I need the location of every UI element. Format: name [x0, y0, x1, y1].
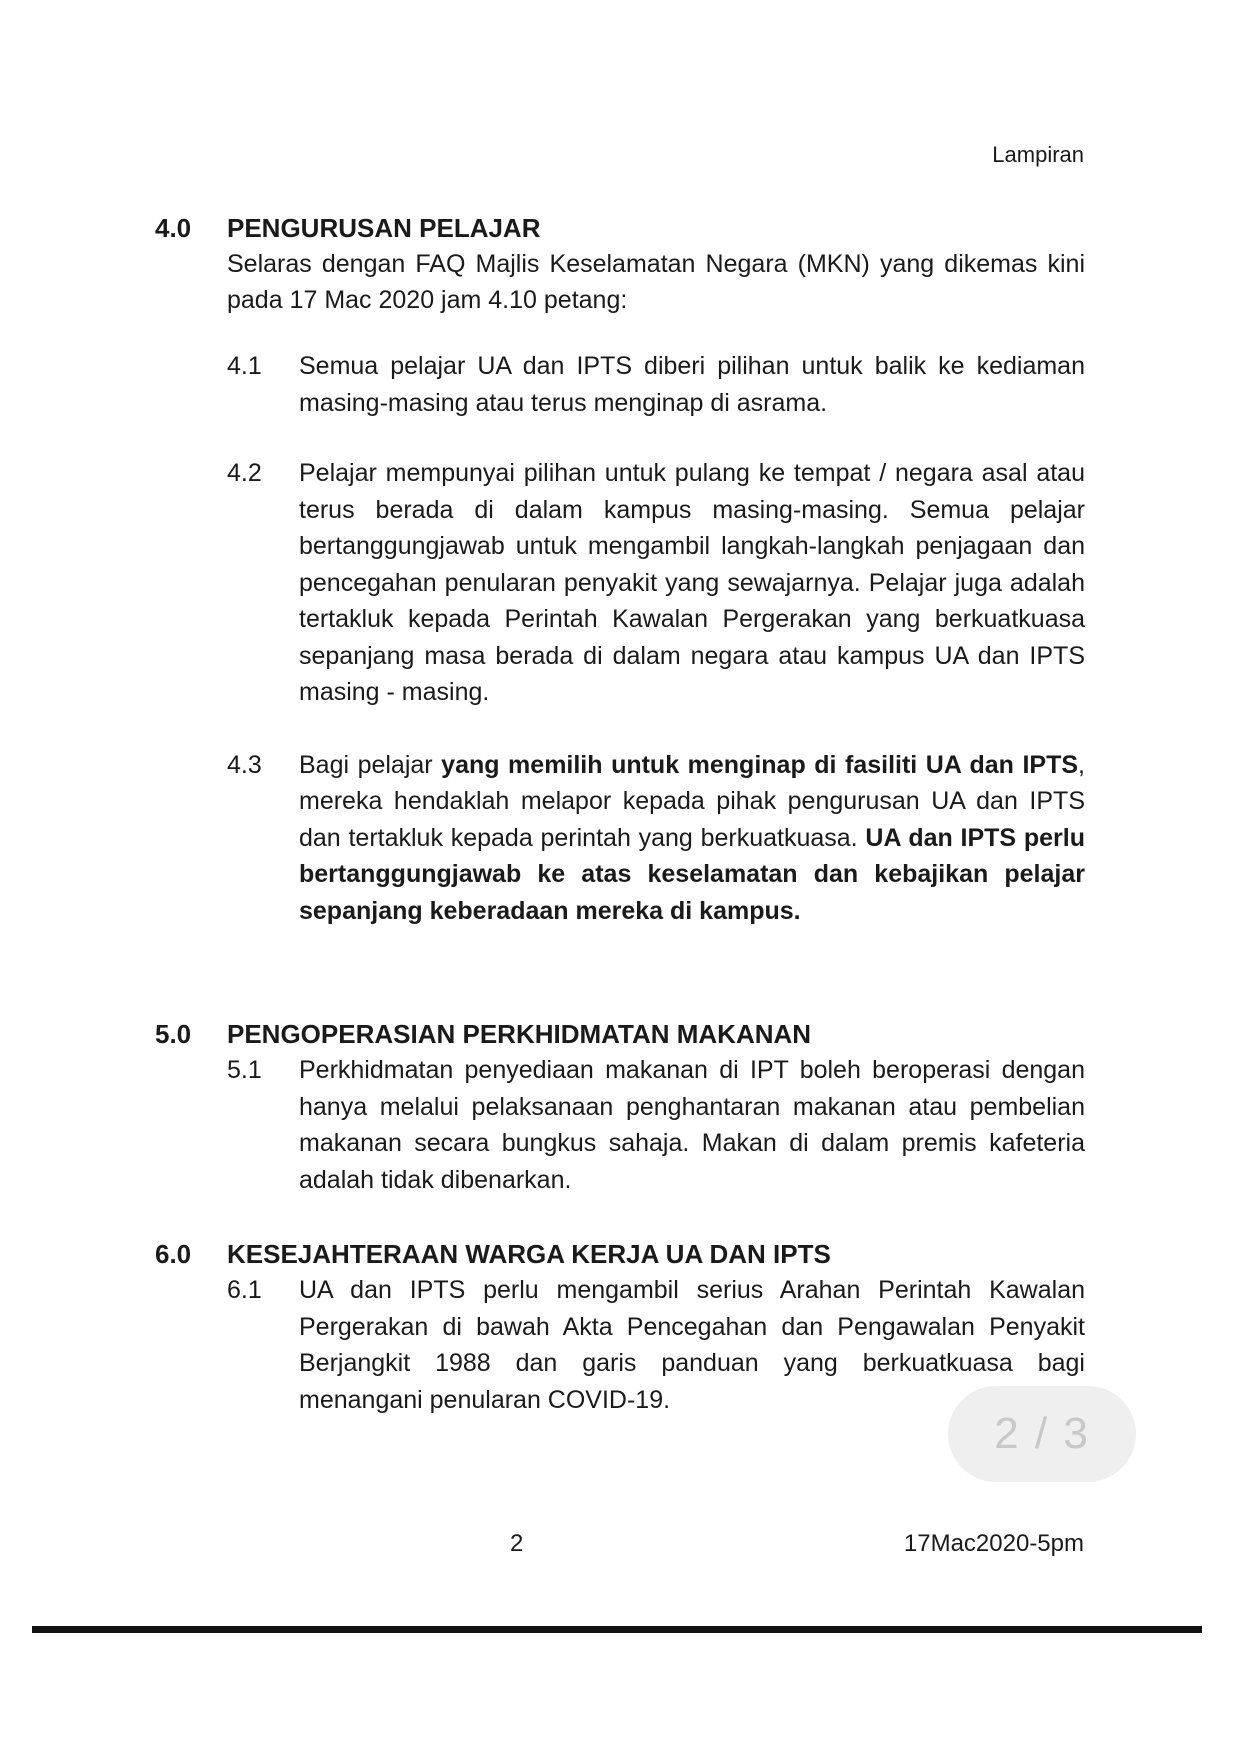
item-text-bold: UA dan IPTS perlu bertanggungjawab ke atas keselamatan dan kebajikan pelajar sepanjang keberadaan mereka di kampus. — [299, 823, 1085, 925]
item-number: 6.1 — [227, 1276, 262, 1304]
section-number: 5.0 — [155, 1019, 192, 1049]
section-title: PENGURUSAN PELAJAR — [227, 213, 541, 243]
item-text-part: , mereka hendaklah melapor kepada pihak pengurusan UA dan IPTS dan tertakluk kepada perintah yang berkuatkuasa. — [299, 750, 1085, 852]
item-number: 4.3 — [227, 750, 262, 779]
item-text: Pelajar mempunyai pilihan untuk pulang ke tempat / negara asal atau terus berada di dalam kampus masing-masing. Semua pelajar bertanggungjawab untuk mengambil langkah-langkah penjagaan dan pencegahan penularan penyakit yang sewajarnya. Pelajar juga adalah tertakluk kepada Perintah Kawalan Pergerakan yang berkuatkuasa sepanjang masa berada di dalam negara atau kampus UA dan IPTS masing - masing. — [299, 459, 1085, 706]
list-item-4-2 — [155, 455, 1085, 711]
section-heading — [155, 210, 1085, 246]
item-number: 5.1 — [227, 1056, 262, 1084]
list-item-5-1 — [155, 1052, 1085, 1198]
item-text: UA dan IPTS perlu mengambil serius Arahan Perintah Kawalan Pergerakan di bawah Akta Pencegahan dan Pengawalan Penyakit Berjangkit 1988 dan garis panduan yang berkuatkuasa bagi menangani penularan COVID-19. — [299, 1276, 1085, 1414]
item-number: 4.1 — [227, 352, 262, 380]
section-intro: Selaras dengan FAQ Majlis Keselamatan Negara (MKN) yang dikemas kini pada 17 Mac 2020 jam 4.10 petang: — [227, 250, 1085, 314]
section-title: KESEJAHTERAAN WARGA KERJA UA DAN IPTS — [227, 1239, 831, 1269]
section-number: 6.0 — [155, 1239, 192, 1269]
item-text-bold: yang memilih untuk menginap di fasiliti UA dan IPTS — [441, 750, 1079, 779]
section-5 — [155, 1016, 1085, 1198]
section-heading — [155, 1016, 1085, 1052]
item-text: Perkhidmatan penyediaan makanan di IPT boleh beroperasi dengan hanya melalui pelaksanaan penghantaran makanan atau pembelian makanan secara bungkus sahaja. Makan di dalam premis kafeteria adalah tidak dibenarkan. — [299, 1056, 1085, 1194]
footer-page-number: 2 — [510, 1530, 524, 1557]
section-title: PENGOPERASIAN PERKHIDMATAN MAKANAN — [227, 1019, 812, 1049]
item-text-part: Bagi pelajar — [299, 750, 442, 779]
section-heading — [155, 1236, 1085, 1272]
list-item-4-1 — [155, 348, 1085, 421]
section-number: 4.0 — [155, 213, 192, 243]
appendix-label: Lampiran — [992, 142, 1084, 167]
list-item-4-3 — [155, 747, 1085, 930]
footer-date-stamp: 17Mac2020-5pm — [903, 1530, 1084, 1557]
item-text — [299, 747, 1085, 930]
bottom-divider — [32, 1626, 1202, 1633]
page-indicator-badge: 2 / 3 — [948, 1386, 1136, 1482]
section-4 — [155, 210, 1085, 929]
item-text: Semua pelajar UA dan IPTS diberi pilihan untuk balik ke kediaman masing-masing atau terus menginap di asrama. — [299, 352, 1085, 417]
section-6 — [155, 1236, 1085, 1418]
item-number: 4.2 — [227, 459, 262, 487]
list-item-6-1 — [155, 1272, 1085, 1418]
